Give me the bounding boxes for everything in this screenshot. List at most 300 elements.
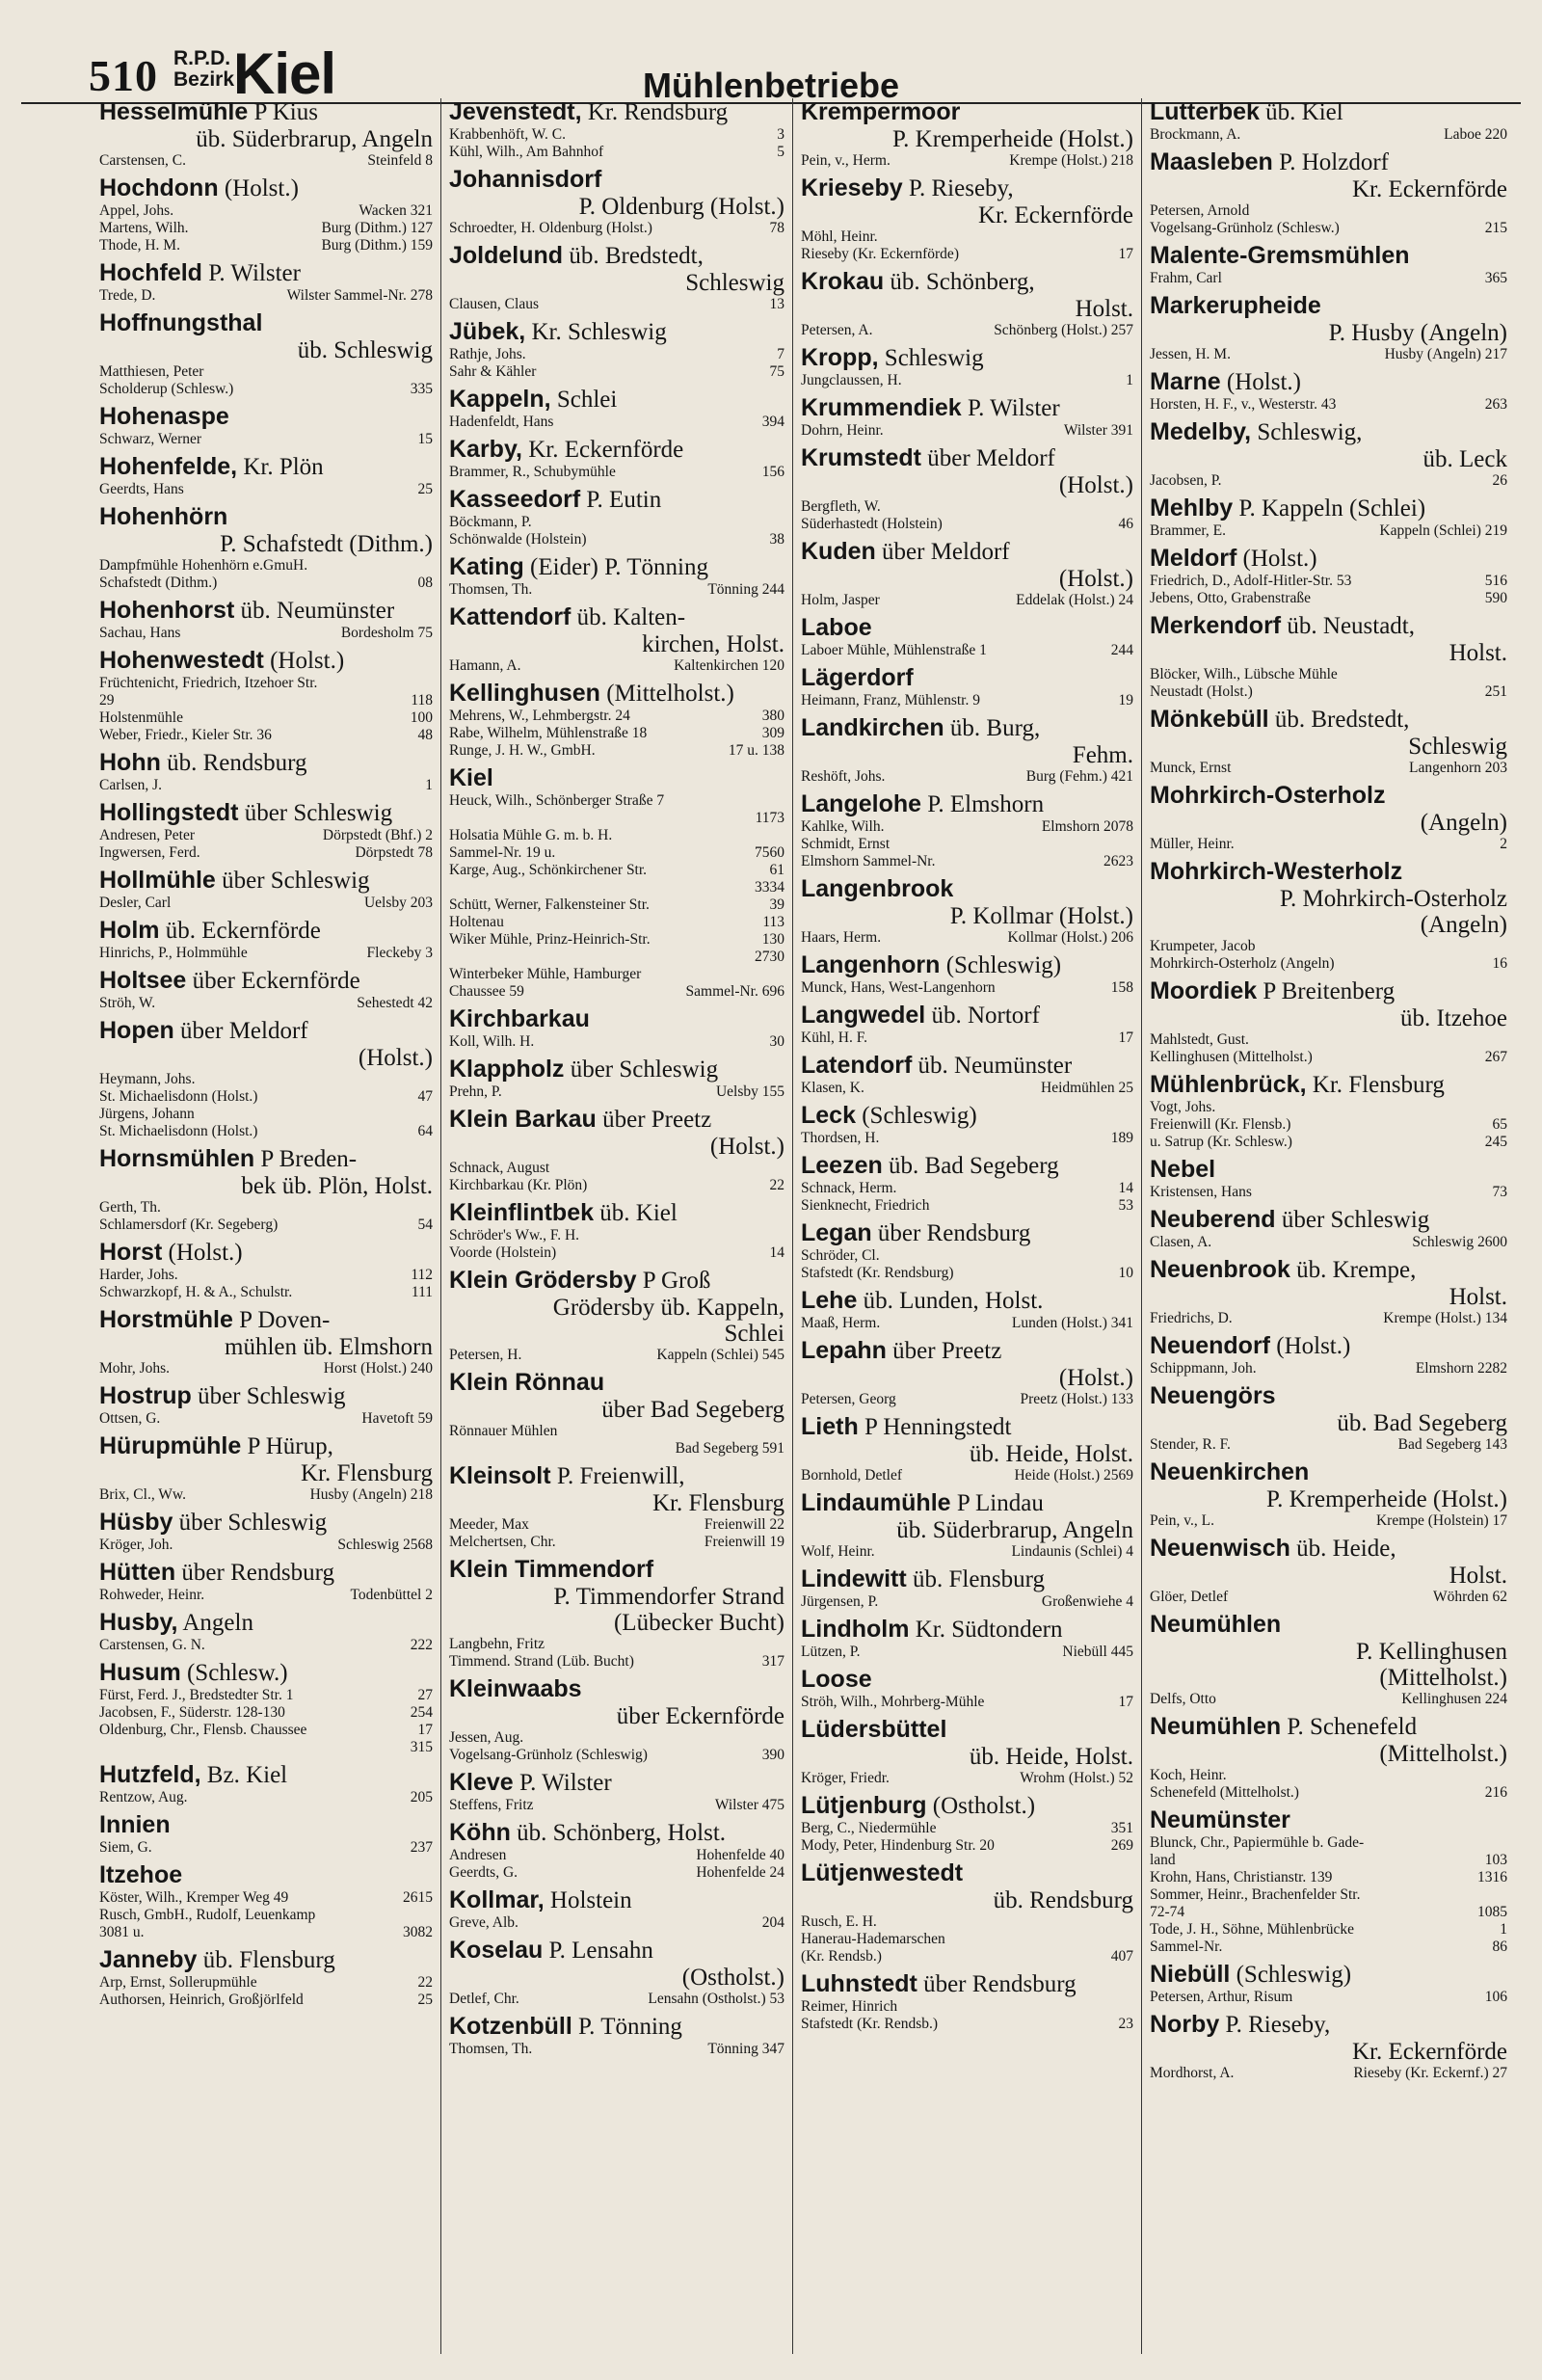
owner-name: Jessen, H. M.	[1150, 346, 1231, 362]
place-location-continued: P. Mohrkirch-Osterholz	[1279, 886, 1507, 912]
place-heading	[801, 714, 1133, 742]
phone-number: Freienwill 19	[704, 1534, 784, 1550]
place-name: Neumünster	[1150, 1806, 1290, 1833]
directory-entry	[1150, 1256, 1507, 1327]
mill-listing	[1150, 1512, 1507, 1530]
phone-number: 205	[410, 1789, 433, 1805]
directory-entry	[1150, 1156, 1507, 1201]
directory-entry	[449, 1556, 784, 1671]
district-label-line1: R.P.D.	[173, 47, 231, 69]
phone-number: 46	[1118, 516, 1133, 532]
phone-number: 22	[417, 1974, 433, 1991]
place-location-continued: Holst.	[1449, 640, 1507, 666]
directory-entry	[801, 1565, 1133, 1611]
place-location: P. Wilster	[961, 395, 1060, 421]
directory-entry	[449, 1819, 784, 1882]
phone-number: Lensahn (Ostholst.) 53	[648, 1991, 784, 2007]
place-heading	[801, 1102, 1133, 1130]
place-name: Neuengörs	[1150, 1382, 1276, 1409]
place-heading	[99, 309, 433, 337]
owner-name: Schmidt, Ernst	[801, 836, 891, 852]
place-location: üb. Flensburg	[906, 1566, 1046, 1592]
owner-name: Holm, Jasper	[801, 592, 880, 608]
phone-number: Wilster 391	[1063, 422, 1133, 439]
place-name: Maasleben	[1150, 148, 1273, 175]
place-heading	[99, 1609, 433, 1637]
mill-listing	[449, 657, 784, 675]
directory-entry	[99, 1559, 433, 1604]
owner-name: Langbehn, Fritz	[449, 1636, 545, 1652]
place-name: Hochfeld	[99, 259, 202, 286]
place-name: Hutzfeld,	[99, 1761, 201, 1788]
place-location-continued: Schleswig	[1408, 734, 1507, 760]
place-location: Kr. Plön	[237, 454, 324, 480]
place-location-continued: P. Timmendorfer Strand	[553, 1584, 784, 1610]
place-name: Köhn	[449, 1819, 511, 1846]
owner-name: Schnack, August	[449, 1160, 550, 1176]
owner-name: Friedrichs, D.	[1150, 1310, 1233, 1326]
mill-listing	[449, 879, 784, 896]
owner-name: Sommer, Heinr., Brachenfelder Str.	[1150, 1886, 1361, 1903]
place-location-continued: P. Kollmar (Holst.)	[949, 903, 1133, 929]
phone-number: 13	[769, 296, 784, 312]
mill-listing	[1150, 202, 1507, 220]
mill-listing	[99, 692, 433, 709]
place-heading	[99, 174, 433, 202]
place-name: Luhnstedt	[801, 1970, 917, 1997]
place-name: Klein Barkau	[449, 1106, 597, 1133]
phone-number: Kollmar (Holst.) 206	[1007, 929, 1133, 946]
place-name: Lepahn	[801, 1337, 887, 1364]
mill-listing	[1150, 1989, 1507, 2006]
place-heading	[449, 1675, 784, 1703]
phone-number: 25	[417, 1992, 433, 2008]
place-location-continued: P. Kremperheide (Holst.)	[1266, 1486, 1507, 1512]
place-name: Lütjenwestedt	[801, 1859, 964, 1886]
phone-number: 112	[411, 1267, 433, 1283]
mill-listing	[1150, 1099, 1507, 1116]
owner-name: Desler, Carl	[99, 895, 172, 911]
phone-number: Sehestedt 42	[357, 995, 433, 1011]
owner-name: Mohrkirch-Osterholz (Angeln)	[1150, 955, 1335, 972]
directory-entry	[1150, 495, 1507, 540]
place-location: üb. Kalten-	[571, 604, 686, 630]
directory-entry	[99, 597, 433, 642]
directory-entry	[801, 1970, 1133, 2033]
mill-listing	[801, 1770, 1133, 1787]
mill-listing	[449, 844, 784, 862]
mill-listing	[449, 914, 784, 931]
owner-name: Schafstedt (Dithm.)	[99, 575, 218, 591]
phone-number: Sammel-Nr. 696	[685, 983, 784, 1000]
mill-listing	[99, 557, 433, 575]
owner-name: Rusch, GmbH., Rudolf, Leuenkamp	[99, 1907, 316, 1923]
owner-name: Wiker Mühle, Prinz-Heinrich-Str.	[449, 931, 651, 948]
place-heading	[99, 799, 433, 827]
owner-name: Petersen, Arnold	[1150, 202, 1250, 219]
place-location: über Rendsburg	[917, 1971, 1077, 1997]
directory-entry	[99, 1017, 433, 1140]
mill-listing	[801, 1265, 1133, 1282]
place-name: Hohenaspe	[99, 403, 229, 430]
place-heading	[801, 1666, 1133, 1694]
phone-number: 17	[1118, 1030, 1133, 1046]
mill-listing	[99, 1974, 433, 1992]
mill-listing	[801, 2016, 1133, 2033]
place-location-continued: (Holst.)	[1058, 472, 1133, 498]
place-location: über Rendsburg	[871, 1220, 1031, 1246]
mill-listing	[1150, 1904, 1507, 1921]
mill-listing	[1150, 1234, 1507, 1251]
place-name: Johannisdorf	[449, 166, 602, 193]
owner-name: 3081 u.	[99, 1924, 145, 1940]
directory-entry	[801, 1219, 1133, 1282]
place-location-continued: über Bad Segeberg	[601, 1397, 784, 1423]
directory-entry	[1150, 1611, 1507, 1708]
directory-entry	[1150, 782, 1507, 853]
place-name: Mönkebüll	[1150, 706, 1269, 733]
mill-listing	[99, 1587, 433, 1604]
directory-entry	[449, 1199, 784, 1262]
place-heading	[801, 98, 1133, 126]
place-name: Kuden	[801, 538, 876, 565]
owner-name: Tode, J. H., Söhne, Mühlenbrücke	[1150, 1921, 1355, 1938]
owner-name: Schröder's Ww., F. H.	[449, 1227, 580, 1243]
owner-name: Meeder, Max	[449, 1516, 529, 1533]
place-name: Kiel	[449, 764, 493, 791]
owner-name: Schwarzkopf, H. & A., Schulstr.	[99, 1284, 293, 1300]
phone-number: 267	[1484, 1049, 1507, 1065]
directory-entry	[449, 553, 784, 599]
place-location-continued: (Holst.)	[1058, 1365, 1133, 1391]
place-location: üb. Rendsburg	[160, 750, 307, 776]
owner-name: Holsatia Mühle G. m. b. H.	[449, 827, 613, 843]
mill-listing	[1150, 1116, 1507, 1134]
mill-listing	[99, 1217, 433, 1234]
place-location-continued: Kr. Flensburg	[651, 1490, 784, 1516]
owner-name: Voorde (Holstein)	[449, 1244, 557, 1261]
owner-name: Koch, Heinr.	[1150, 1767, 1227, 1783]
mill-listing	[99, 1722, 433, 1739]
place-location: (Holst.)	[1236, 546, 1317, 572]
phone-number: Elmshorn 2078	[1041, 818, 1133, 835]
place-name: Klein Timmendorf	[449, 1556, 654, 1583]
place-name: Langenbrook	[801, 875, 954, 902]
place-location-continued: Holst.	[1449, 1284, 1507, 1310]
directory-entry	[99, 1946, 433, 2009]
place-location: P Breitenberg	[1257, 978, 1396, 1004]
owner-name: Appel, Johs.	[99, 202, 174, 219]
mill-listing	[99, 1704, 433, 1722]
phone-number: Freienwill 22	[704, 1516, 784, 1533]
place-heading	[99, 1306, 433, 1334]
mill-listing	[801, 1130, 1133, 1147]
place-heading	[801, 444, 1133, 472]
place-name: Moordiek	[1150, 977, 1258, 1004]
owner-name: Gerth, Th.	[99, 1199, 161, 1216]
phone-number: 254	[410, 1704, 433, 1721]
place-heading	[449, 166, 784, 194]
owner-name: Hamann, A.	[449, 657, 521, 674]
phone-number: Kellinghusen 224	[1401, 1691, 1507, 1707]
place-location: P. Schenefeld	[1281, 1714, 1418, 1740]
directory-entry	[1150, 368, 1507, 414]
phone-number: 1085	[1477, 1904, 1507, 1920]
column-1	[92, 98, 440, 2354]
owner-name: Früchtenicht, Friedrich, Itzehoer Str.	[99, 675, 318, 691]
directory-entry	[1150, 612, 1507, 701]
directory-entry	[449, 1056, 784, 1101]
phone-number: Krempe (Holst.) 218	[1009, 152, 1133, 169]
phone-number: 14	[1118, 1180, 1133, 1196]
place-location: (Eider) P. Tönning	[523, 554, 708, 580]
owner-name: Clasen, A.	[1150, 1234, 1212, 1250]
mill-listing	[449, 1534, 784, 1551]
place-heading	[801, 1413, 1133, 1441]
phone-number: 215	[1484, 220, 1507, 236]
mill-listing	[99, 1839, 433, 1857]
phone-number: 17	[1118, 1694, 1133, 1710]
mill-listing	[449, 1797, 784, 1814]
directory-entry	[801, 538, 1133, 609]
place-name: Norby	[1150, 2011, 1220, 2038]
place-name: Hürupmühle	[99, 1432, 242, 1459]
mill-listing	[801, 1197, 1133, 1215]
place-heading	[1150, 1458, 1507, 1486]
place-name: Hohenhorst	[99, 597, 235, 624]
owner-name	[449, 1440, 455, 1457]
place-name: Kropp,	[801, 344, 879, 371]
phone-number: 516	[1484, 573, 1507, 589]
place-heading	[449, 1369, 784, 1397]
place-location: üb. Heide,	[1289, 1536, 1396, 1562]
mill-listing	[1150, 1921, 1507, 1939]
place-location-continued: (Holst.)	[709, 1134, 784, 1160]
owner-name: Sienknecht, Friedrich	[801, 1197, 930, 1214]
place-location: P Hürup,	[241, 1433, 333, 1459]
place-name: Kleinwaabs	[449, 1675, 582, 1702]
mill-listing	[1150, 126, 1507, 144]
place-location-continued: mühlen üb. Elmshorn	[225, 1334, 433, 1360]
place-name: Neuenkirchen	[1150, 1458, 1310, 1485]
mill-listing	[1150, 1589, 1507, 1606]
place-heading	[99, 647, 433, 675]
place-location-continued: (Mittelholst.)	[1379, 1741, 1507, 1767]
phone-number: Laboe 220	[1444, 126, 1507, 143]
owner-name: Möhl, Heinr.	[801, 228, 878, 245]
place-name: Marne	[1150, 368, 1221, 395]
place-name: Lieth	[801, 1413, 859, 1440]
mill-listing	[99, 237, 433, 254]
directory-entry	[449, 98, 784, 161]
mill-listing	[449, 827, 784, 844]
phone-number: 2	[1500, 836, 1507, 852]
mill-listing	[1150, 1869, 1507, 1886]
phone-number: Krempe (Holstein) 17	[1375, 1512, 1507, 1529]
mill-listing	[99, 1739, 433, 1756]
place-location: P Groß	[636, 1268, 711, 1294]
owner-name: Jürgensen, P.	[801, 1593, 879, 1610]
phone-number: 380	[761, 708, 784, 724]
mill-listing	[801, 818, 1133, 836]
phone-number: 335	[410, 381, 433, 397]
place-location-continued: P. Kellinghusen	[1356, 1639, 1507, 1665]
directory-entry	[801, 614, 1133, 659]
place-name: Mohrkirch-Westerholz	[1150, 858, 1403, 885]
place-heading	[449, 553, 784, 581]
mill-listing	[801, 768, 1133, 786]
mill-listing	[1150, 522, 1507, 540]
place-location: (Holst.)	[1220, 369, 1301, 395]
directory-entry	[449, 1369, 784, 1457]
mill-listing	[449, 414, 784, 431]
owner-name: Friedrich, D., Adolf-Hitler-Str. 53	[1150, 573, 1352, 589]
directory-entry	[1150, 2011, 1507, 2082]
directory-entry	[99, 799, 433, 862]
place-name: Neuenbrook	[1150, 1256, 1290, 1283]
place-location: über Eckernförde	[186, 968, 360, 994]
place-heading	[1150, 1206, 1507, 1234]
owner-name: Geerdts, Hans	[99, 481, 184, 497]
phone-number: 130	[761, 931, 784, 948]
owner-name: Vogt, Johs.	[1150, 1099, 1216, 1115]
directory-entry	[99, 1659, 433, 1756]
owner-name	[449, 810, 455, 827]
directory-entry	[801, 1792, 1133, 1855]
directory-entry	[99, 503, 433, 592]
mill-listing	[1150, 1691, 1507, 1708]
owner-name: Stafstedt (Kr. Rendsb.)	[801, 2016, 939, 2032]
phone-number: 15	[417, 431, 433, 447]
owner-name: Rabe, Wilhelm, Mühlenstraße 18	[449, 725, 648, 741]
mill-listing	[801, 516, 1133, 533]
place-location-continued: P. Schafstedt (Dithm.)	[220, 531, 433, 557]
directory-entry	[801, 174, 1133, 263]
mill-listing	[449, 1653, 784, 1671]
directory-entry	[1150, 418, 1507, 490]
place-location: über Meldorf	[875, 539, 1010, 565]
place-location: Bz. Kiel	[200, 1762, 288, 1788]
owner-name: Carstensen, C.	[99, 152, 186, 169]
owner-name: Brammer, R., Schubymühle	[449, 464, 616, 480]
place-location: (Mittelholst.)	[599, 681, 734, 707]
phone-number: 47	[417, 1088, 433, 1105]
owner-name: Ströh, W.	[99, 995, 156, 1011]
place-name: Horst	[99, 1239, 163, 1266]
directory-entry	[1150, 1382, 1507, 1454]
place-location: üb. Krempe,	[1289, 1257, 1417, 1283]
owner-name: Ströh, Wilh., Mohrberg-Mühle	[801, 1694, 985, 1710]
owner-name: Heuck, Wilh., Schönberger Straße 7	[449, 792, 665, 809]
mill-listing	[99, 1088, 433, 1106]
place-name: Kleinsolt	[449, 1462, 551, 1489]
mill-listing	[1150, 1049, 1507, 1066]
mill-listing	[449, 1914, 784, 1932]
place-heading	[801, 1152, 1133, 1180]
owner-name: Süderhastedt (Holstein)	[801, 516, 943, 532]
place-heading	[1150, 1071, 1507, 1099]
place-name: Hollingstedt	[99, 799, 239, 826]
owner-name: Holstenmühle	[99, 709, 183, 726]
phone-number: Eddelak (Holst.) 24	[1016, 592, 1133, 608]
directory-entry	[449, 1937, 784, 2008]
place-heading	[801, 1489, 1133, 1517]
mill-listing	[449, 296, 784, 313]
place-name: Krempermoor	[801, 98, 961, 125]
place-name: Krokau	[801, 268, 885, 295]
mill-listing	[801, 1030, 1133, 1047]
place-heading	[449, 1556, 784, 1584]
directory-entry	[801, 1859, 1133, 1966]
owner-name: Clausen, Claus	[449, 296, 539, 312]
place-name: Klappholz	[449, 1056, 565, 1083]
phone-number: Kappeln (Schlei) 219	[1379, 522, 1507, 539]
owner-name: Rönnauer Mühlen	[449, 1423, 558, 1439]
mill-listing	[801, 498, 1133, 516]
mill-listing	[449, 1347, 784, 1364]
directory-entry	[1150, 98, 1507, 144]
owner-name: Kühl, H. F.	[801, 1030, 867, 1046]
owner-name: Jessen, Aug.	[449, 1729, 524, 1746]
place-location-continued: (Angeln)	[1420, 810, 1507, 836]
directory-entry	[801, 1102, 1133, 1147]
directory-entry	[1150, 858, 1507, 973]
place-location: üb. Bredstedt,	[1268, 707, 1410, 733]
mill-listing	[801, 1837, 1133, 1855]
mill-listing	[449, 1083, 784, 1101]
mill-listing	[449, 1991, 784, 2008]
mill-listing	[801, 592, 1133, 609]
phone-number: 75	[769, 363, 784, 380]
phone-number: 590	[1484, 590, 1507, 606]
mill-listing	[801, 322, 1133, 339]
district-city: Kiel	[233, 41, 336, 106]
place-name: Lütjenburg	[801, 1792, 927, 1819]
place-location: P. Freienwill,	[550, 1463, 685, 1489]
mill-listing	[99, 287, 433, 305]
columns-container	[92, 98, 1515, 2354]
place-name: Innien	[99, 1811, 171, 1838]
phone-number: 10	[1118, 1265, 1133, 1281]
directory-entry	[99, 647, 433, 744]
column-3	[792, 98, 1141, 2354]
place-name: Koselau	[449, 1937, 544, 1964]
place-name: Leezen	[801, 1152, 883, 1179]
owner-name: (Kr. Rendsb.)	[801, 1948, 882, 1965]
place-heading	[1150, 1382, 1507, 1410]
directory-entry	[99, 403, 433, 448]
phone-number: Tönning 244	[707, 581, 784, 598]
place-location-continued: Holst.	[1075, 296, 1133, 322]
mill-listing	[1150, 1360, 1507, 1377]
owner-name: Hadenfeldt, Hans	[449, 414, 554, 430]
place-name: Kotzenbüll	[449, 2013, 572, 2040]
phone-number: 38	[769, 531, 784, 548]
owner-name: Delfs, Otto	[1150, 1691, 1216, 1707]
place-name: Hütten	[99, 1559, 176, 1586]
place-heading	[449, 1886, 784, 1914]
place-location-continued: Fehm.	[1072, 742, 1133, 768]
place-location: Kr. Schleswig	[525, 319, 667, 345]
phone-number: Preetz (Holst.) 133	[1020, 1391, 1133, 1407]
directory-entry	[801, 714, 1133, 786]
place-location-continued: üb. Schleswig	[297, 337, 433, 363]
mill-listing	[801, 246, 1133, 263]
owner-name: Rathje, Johs.	[449, 346, 526, 362]
place-location: (Schleswig)	[855, 1103, 977, 1129]
place-location: P Henningstedt	[858, 1414, 1012, 1440]
owner-name: land	[1150, 1852, 1176, 1868]
